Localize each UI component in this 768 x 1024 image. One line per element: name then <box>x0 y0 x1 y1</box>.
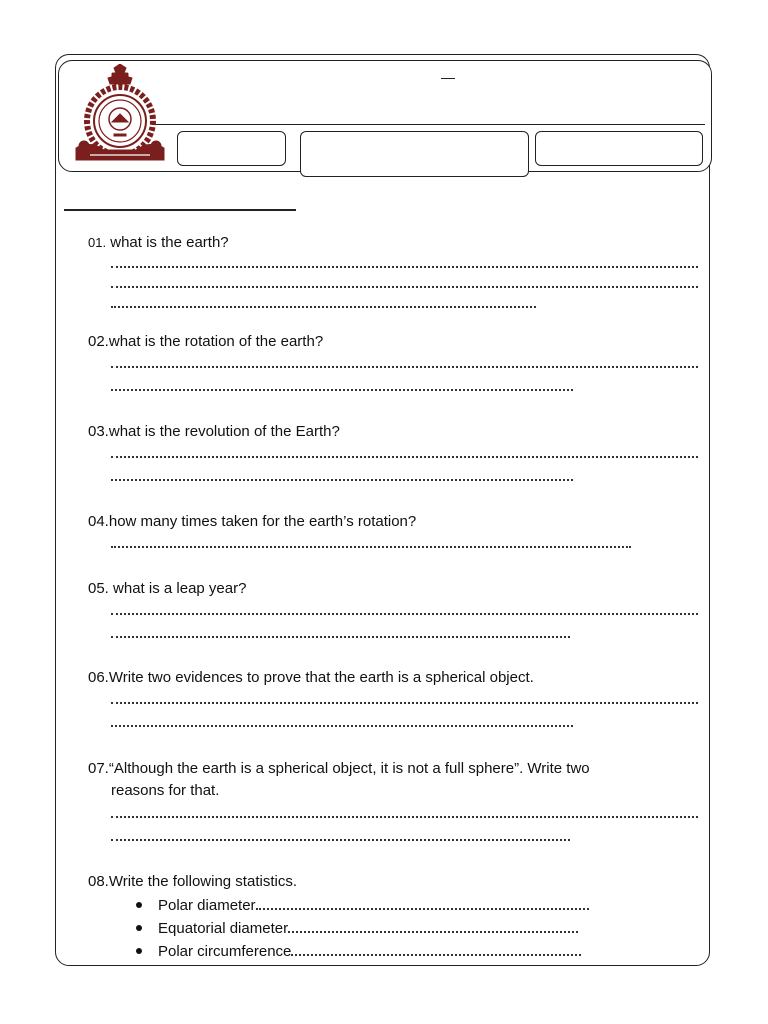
answer-line[interactable] <box>111 829 570 841</box>
statistics-list <box>130 894 589 963</box>
answer-line[interactable] <box>111 356 698 368</box>
answer-line[interactable] <box>291 942 581 956</box>
answer-line[interactable] <box>111 379 573 391</box>
question-7-continued: reasons for that. <box>111 782 220 799</box>
header-divider <box>152 124 705 125</box>
header-title <box>439 66 447 87</box>
question-4: 04.how many times taken for the earth’s rotation? <box>88 513 417 530</box>
header-field-1 <box>177 131 286 166</box>
question-8: 08.Write the following statistics. <box>88 873 297 890</box>
question-3: 03.what is the revolution of the Earth? <box>88 423 340 440</box>
answer-line[interactable] <box>111 276 698 288</box>
answer-line[interactable] <box>256 896 589 910</box>
answer-line[interactable] <box>111 536 631 548</box>
question-1: 01. what is the earth? <box>88 234 229 251</box>
statistic-item: Polar circumference <box>130 940 589 963</box>
answer-line[interactable] <box>111 806 698 818</box>
statistic-item: Equatorial diameter <box>130 917 589 940</box>
answer-line[interactable] <box>111 256 698 268</box>
header-field-2 <box>300 131 529 177</box>
answer-line[interactable] <box>111 446 698 458</box>
section-underline <box>64 209 296 211</box>
answer-line[interactable] <box>111 626 570 638</box>
statistic-item: Polar diameter <box>130 894 589 917</box>
question-2: 02.what is the rotation of the earth? <box>88 333 324 350</box>
header-field-3 <box>535 131 703 166</box>
answer-line[interactable] <box>111 296 536 308</box>
answer-line[interactable] <box>111 715 573 727</box>
school-crest-icon <box>70 64 170 164</box>
answer-line[interactable] <box>111 469 573 481</box>
answer-line[interactable] <box>111 603 698 615</box>
question-7: 07.“Although the earth is a spherical object, it is not a full sphere”. Write two <box>88 760 590 777</box>
answer-line[interactable] <box>111 692 698 704</box>
question-6: 06.Write two evidences to prove that the earth is a spherical object. <box>88 669 534 686</box>
answer-line[interactable] <box>288 919 578 933</box>
question-5: 05. what is a leap year? <box>88 580 247 597</box>
